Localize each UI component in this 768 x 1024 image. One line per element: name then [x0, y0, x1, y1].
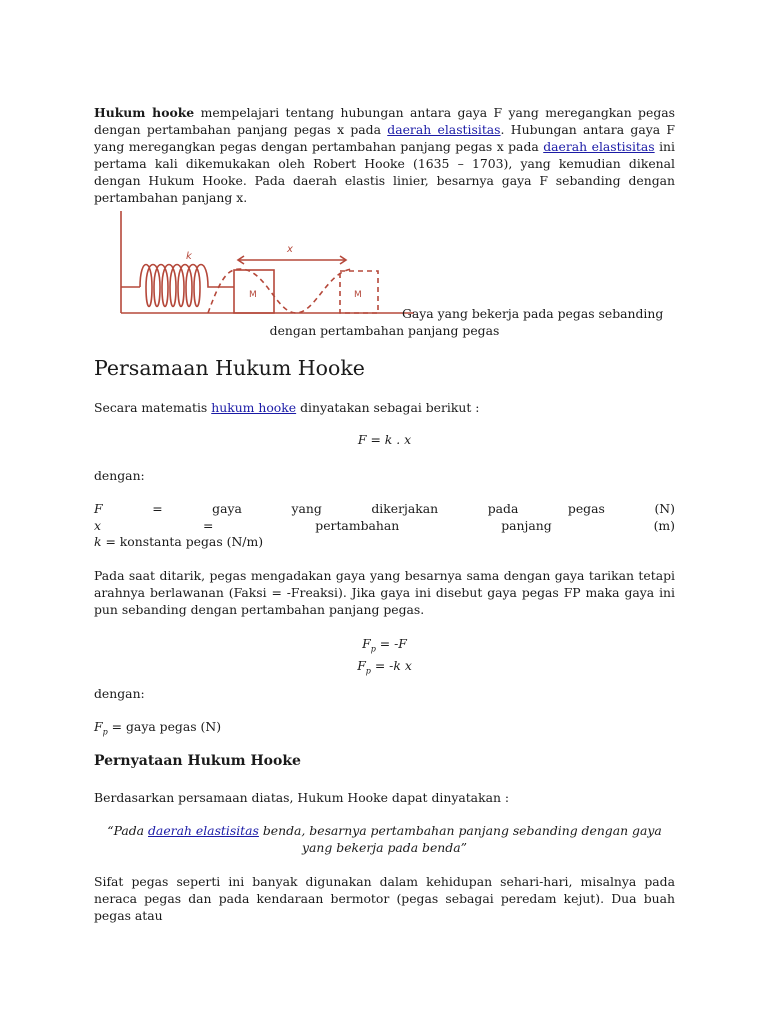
figure-caption-line2: dengan pertambahan panjang pegas	[269, 323, 500, 338]
sifat-paragraph: Sifat pegas seperti ini banyak digunakan dalam kehidupan sehari-hari, misalnya pada neraca pegas dan pada kendaraan bermotor (pegas sebagai peredam kejut). Dua buah pegas atau	[94, 874, 675, 923]
link-hukum-hooke[interactable]: hukum hooke	[211, 400, 297, 415]
definition-row-fp	[94, 719, 221, 736]
heading-pernyataan: Pernyataan Hukum Hooke	[94, 753, 301, 769]
definition-row-f	[94, 500, 675, 517]
oscillation-wave	[208, 269, 354, 313]
secara-paragraph	[94, 399, 479, 416]
heading-persamaan: Persamaan Hukum Hooke	[94, 356, 365, 380]
intro-paragraph	[94, 104, 675, 206]
definition-list	[94, 500, 675, 534]
dengan-label-2: dengan:	[94, 686, 145, 701]
label-x: x	[287, 244, 293, 255]
eq2-sym-2: F	[357, 658, 366, 674]
link-daerah-elastisitas-1[interactable]: daerah elastisitas	[387, 122, 501, 137]
dengan-label-1: dengan:	[94, 468, 145, 483]
label-mass-1: M	[249, 290, 257, 300]
link-daerah-elastisitas-2[interactable]: daerah elastisitas	[543, 139, 655, 154]
secara-text-1: Secara matematis	[94, 400, 212, 415]
intro-text-1: mempelajari tentang hubungan antara gaya F yang meregangkan pegas dengan pertambahan panjang pegas x pada	[94, 105, 676, 137]
fp-sub: p	[102, 727, 108, 737]
label-k: k	[186, 251, 192, 262]
def-f-w3: dikerjakan	[371, 501, 439, 516]
label-mass-2: M	[354, 290, 362, 300]
def-f-eq: =	[152, 501, 163, 516]
intro-bold-term: Hukum hooke	[94, 105, 195, 120]
fp-sym: F	[94, 719, 103, 734]
eq2-sym-1: F	[362, 636, 371, 651]
eq2-rhs-2: = -k x	[370, 658, 412, 674]
figure-caption-line1: Gaya yang bekerja pada pegas sebanding	[402, 306, 664, 321]
def-f-w5: pegas	[567, 501, 605, 516]
link-daerah-elastisitas-3[interactable]: daerah elastisitas	[148, 823, 259, 838]
definition-row-x	[94, 517, 675, 534]
def-x-sym: x	[94, 518, 101, 533]
def-k-sym: k	[94, 534, 102, 549]
def-f-unit: (N)	[654, 501, 675, 516]
fp-text: = gaya pegas (N)	[107, 719, 222, 734]
def-x-w1: pertambahan	[315, 518, 400, 533]
def-k-text: = konstanta pegas (N/m)	[101, 534, 264, 549]
quote-text-2: benda, besarnya pertambahan panjang sebanding dengan gaya yang bekerja pada benda”	[258, 823, 662, 855]
eq2-sub-1: p	[370, 644, 376, 654]
secara-text-2: dinyatakan sebagai berikut :	[296, 400, 480, 415]
equation-2-line1	[94, 635, 675, 657]
eq2-rhs-1: = -F	[375, 636, 407, 651]
intro-text-2: . Hubungan antara gaya F yang meregangkan pegas dengan pertambahan panjang pegas x pada	[94, 122, 675, 154]
def-f-w4: pada	[487, 501, 519, 516]
intro-text-3: ini pertama kali dikemukakan oleh Robert Hooke (1635 – 1703), yang kemudian dikenal dengan Hukum Hooke. Pada daerah elastis linier, besarnya gaya F sebanding dengan pertambahan panjang x.	[94, 139, 675, 205]
def-f-sym: F	[94, 501, 103, 516]
equation-2	[94, 635, 675, 680]
def-f-w1: gaya	[212, 501, 242, 516]
quote-text-1: “Pada	[107, 823, 148, 838]
def-x-eq: =	[202, 518, 214, 533]
pada-paragraph: Pada saat ditarik, pegas mengadakan gaya yang besarnya sama dengan gaya tarikan tetapi arahnya berlawanan (Faksi = -Freaksi). Jika gaya ini disebut gaya pegas FP maka gaya ini pun sebanding dengan pertambahan panjang pegas.	[94, 568, 675, 617]
eq2-sub-2: p	[365, 666, 371, 676]
def-x-unit: (m)	[653, 518, 675, 533]
definition-row-k	[94, 534, 263, 549]
berdasarkan-paragraph: Berdasarkan persamaan diatas, Hukum Hooke dapat dinyatakan :	[94, 790, 510, 805]
spring-diagram	[116, 207, 416, 319]
def-f-w2: yang	[291, 501, 322, 516]
equation-2-line2	[94, 657, 675, 679]
hooke-law-quote	[94, 822, 675, 856]
equation-1: F = k . x	[357, 432, 412, 447]
def-x-w2: panjang	[501, 518, 552, 533]
